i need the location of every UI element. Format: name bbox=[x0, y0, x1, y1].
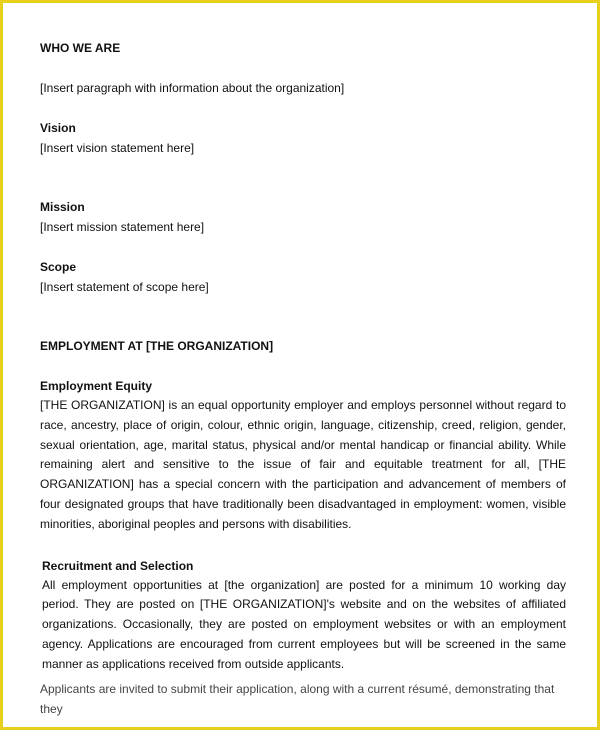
who-we-are-placeholder: [Insert paragraph with information about the organization] bbox=[40, 81, 345, 95]
scope-heading: Scope bbox=[40, 260, 77, 274]
recruitment-paragraph: All employment opportunities at [the organization] are posted for a minimum 10 working day period. They are posted on [THE ORGANIZATION]'s website and on the websites of affiliated organizations. Occasionally, they are posted on employment websites or with an employment agency. Applications are encouraged from current employees but will be screened in the same manner as applications received from outside applicants. bbox=[42, 577, 566, 671]
employment-heading: EMPLOYMENT AT [THE ORGANIZATION] bbox=[40, 339, 274, 353]
employment-equity-heading: Employment Equity bbox=[40, 379, 153, 393]
document-body bbox=[40, 38, 566, 719]
recruitment-heading: Recruitment and Selection bbox=[42, 558, 194, 573]
employment-equity-paragraph: [THE ORGANIZATION] is an equal opportunity employer and employs personnel without regard to race, ancestry, place of origin, colour, ethnic origin, language, citizenship, creed, religion, gender, sexual orientation, age, marital status, physical and/or mental handicap or financial ability. While remaining alert and sensitive to the issue of fair and equitable treatment for all, [THE ORGANIZATION] has a special concern with the participation and advancement of members of four designated groups that have traditionally been disadvantaged in employment: women, visible minorities, aboriginal peoples and persons with disabilities. bbox=[40, 398, 566, 531]
recruitment-cutoff-line: Applicants are invited to submit their application, along with a current résumé, demonstrating that they bbox=[40, 681, 555, 716]
mission-heading: Mission bbox=[40, 200, 85, 214]
vision-heading: Vision bbox=[40, 121, 76, 135]
scope-placeholder: [Insert statement of scope here] bbox=[40, 280, 209, 294]
who-we-are-heading: WHO WE ARE bbox=[40, 41, 121, 55]
mission-placeholder: [Insert mission statement here] bbox=[40, 220, 205, 234]
vision-placeholder: [Insert vision statement here] bbox=[40, 141, 195, 155]
